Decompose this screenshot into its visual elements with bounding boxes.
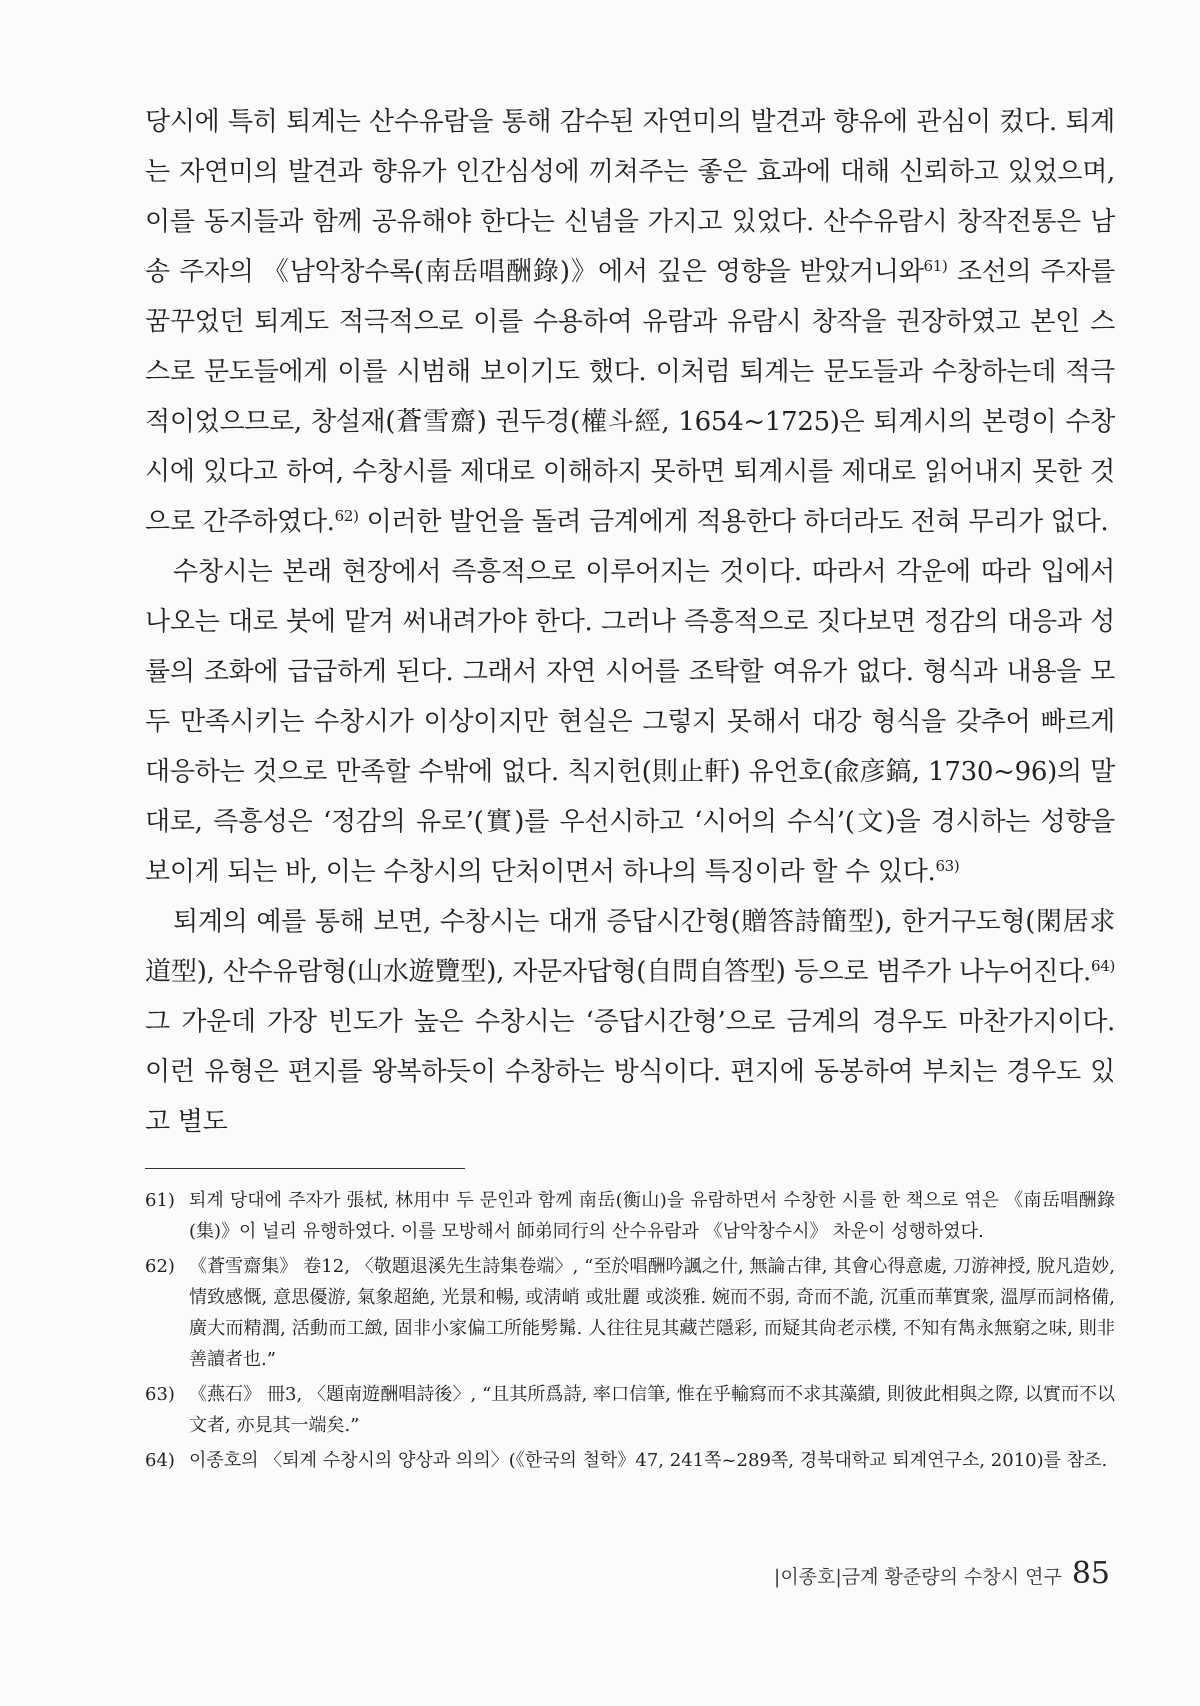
footnote-divider	[145, 1168, 465, 1169]
main-body-text	[145, 97, 1115, 1147]
footnote-text: 퇴계 당대에 주자가 張栻, 林用中 두 문인과 함께 南岳(衡山)을 유람하면서 수창한 시를 한 책으로 엮은 《南岳唱酬錄(集)》이 널리 유행하였다. 이를 모방해서 師弟同行의 산수유람과 《남악창수시》 차운이 성행하였다.	[189, 1190, 1115, 1242]
footnote-63	[145, 1379, 1115, 1441]
page-number: 85	[1071, 1556, 1110, 1591]
footnote-text: 《蒼雪齋集》 卷12, 〈敬題退溪先生詩集卷端〉, “至於唱酬吟諷之什, 無論古律, 其會心得意處, 刀游神授, 脫凡造妙, 情致感慨, 意思優游, 氣象超絶, 光景和暢, 或淸峭 或壯麗 或淡雅. 婉而不弱, 奇而不詭, 沉重而華實衆, 溫厚而詞格備, 廣大而精潤, 活動而工緻, 固非小家偏工所能髣髴. 人往往見其藏芒隱彩, 而疑其尙老示樸, 不知有雋永無窮之味, 則非善讀者也.”	[189, 1256, 1115, 1370]
running-footer	[774, 1556, 1110, 1591]
footnote-ref-61[interactable]: 61)	[923, 257, 948, 275]
footnote-ref-63[interactable]: 63)	[935, 857, 960, 875]
footnote-number: 63)	[145, 1384, 175, 1405]
paragraph-1-text-end: 이러한 발언을 돌려 금계에게 적용한다 하더라도 전혀 무리가 없다.	[358, 507, 1109, 537]
paragraph-1-text-cont: 조선의 주자를 꿈꾸었던 퇴계도 적극적으로 이를 수용하여 유람과 유람시 창작을 권장하였고 본인 스스로 문도들에게 이를 시범해 보이기도 했다. 이처럼 퇴계는 문도들과 수창하는데 적극적이었으므로, 창설재(蒼雪齋) 권두경(權斗經, 1654~1725)은 퇴계시의 본령이 수창시에 있다고 하여, 수창시를 제대로 이해하지 못하면 퇴계시를 제대로 읽어내지 못한 것으로 간주하였다.	[145, 257, 1115, 537]
footnote-number: 62)	[145, 1256, 175, 1277]
footnote-text: 《燕石》 冊3, 〈題南遊酬唱詩後〉, “且其所爲詩, 率口信筆, 惟在乎輸寫而不求其藻繢, 則彼此相與之際, 以實而不以文者, 亦見其一端矣.”	[189, 1384, 1115, 1436]
paragraph-2-text: 수창시는 본래 현장에서 즉흥적으로 이루어지는 것이다. 따라서 각운에 따라 입에서 나오는 대로 붓에 맡겨 써내려가야 한다. 그러나 즉흥적으로 짓다보면 정감의 대응과 성률의 조화에 급급하게 된다. 그래서 자연 시어를 조탁할 여유가 없다. 형식과 내용을 모두 만족시키는 수창시가 이상이지만 현실은 그렇지 못해서 대강 형식을 갖추어 빠르게 대응하는 것으로 만족할 수밖에 없다. 칙지헌(則止軒) 유언호(兪彦鎬, 1730~96)의 말대로, 즉흥성은 ‘정감의 유로’(實)를 우선시하고 ‘시어의 수식’(文)을 경시하는 성향을 보이게 되는 바, 이는 수창시의 단처이면서 하나의 특징이라 할 수 있다.	[145, 557, 1115, 887]
footnote-ref-64[interactable]: 64)	[1090, 957, 1115, 975]
footnote-ref-62[interactable]: 62)	[334, 507, 359, 525]
footnotes	[145, 1185, 1115, 1480]
running-title: |이종호|금계 황준량의 수창시 연구	[773, 1566, 1062, 1588]
footnote-61	[145, 1185, 1115, 1247]
footnote-text: 이종호의 〈퇴계 수창시의 양상과 의의〉(《한국의 철학》47, 241쪽~289쪽, 경북대학교 퇴계연구소, 2010)를 참조.	[189, 1450, 1108, 1471]
footnote-number: 61)	[145, 1190, 175, 1211]
footnote-62	[145, 1251, 1115, 1375]
paragraph-3-text-cont: 그 가운데 가장 빈도가 높은 수창시는 ‘증답시간형’으로 금계의 경우도 마찬가지이다. 이런 유형은 편지를 왕복하듯이 수창하는 방식이다. 편지에 동봉하여 부치는 경우도 있고 별도	[145, 1007, 1115, 1137]
paragraph-1	[145, 97, 1115, 547]
paragraph-3-text: 퇴계의 예를 통해 보면, 수창시는 대개 증답시간형(贈答詩簡型), 한거구도형(閑居求道型), 산수유람형(山水遊覽型), 자문자답형(自問自答型) 등으로 범주가 나누어진다.	[145, 907, 1115, 987]
paragraph-2	[145, 547, 1115, 897]
footnote-64	[145, 1445, 1115, 1476]
paragraph-3	[145, 897, 1115, 1147]
footnote-number: 64)	[145, 1450, 175, 1471]
paragraph-1-text: 당시에 특히 퇴계는 산수유람을 통해 감수된 자연미의 발견과 향유에 관심이 컸다. 퇴계는 자연미의 발견과 향유가 인간심성에 끼쳐주는 좋은 효과에 대해 신뢰하고 있었으며, 이를 동지들과 함께 공유해야 한다는 신념을 가지고 있었다. 산수유람시 창작전통은 남송 주자의 《남악창수록(南岳唱酬錄)》에서 깊은 영향을 받았거니와	[145, 107, 1115, 287]
